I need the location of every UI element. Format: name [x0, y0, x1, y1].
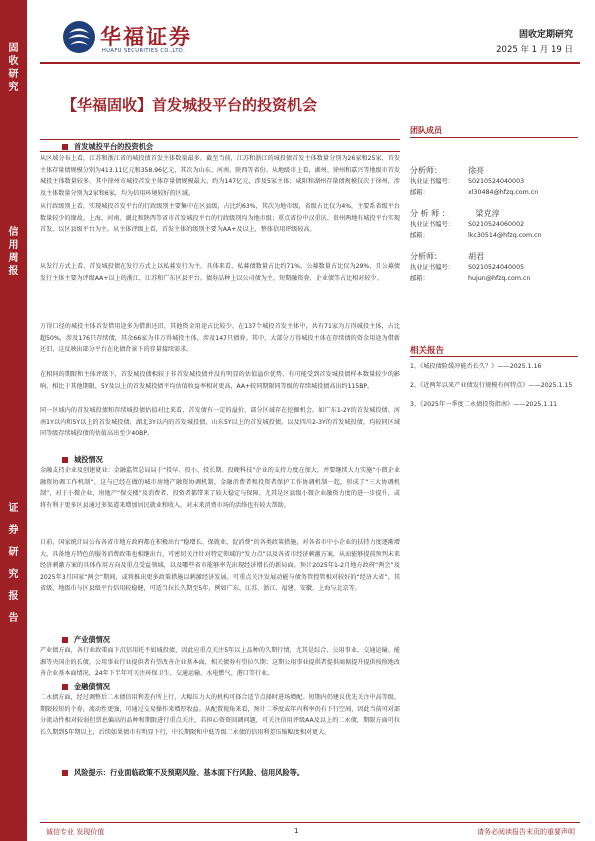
analyst-name: 徐亮: [468, 166, 484, 175]
paragraph-financial-bond: 二永债方面，经过调整后二永债信用利差有所上行，大幅压力大的机构可择合适节点择时进场增配。短期内仍建议优先关注中高等级、期限较短的个券，流动性更强，可通过交易操作来增厚收益。从配置视角来看，预计二季度或年内利率仍有下行空间，因此当前可对部分流动性相对较弱但票息偏高的品种和期限进行重点关注，若担心资资回调问题，可关注信用评级AA及以上的二永债，期限方面可拉长久期到5年期以上，后续如果债市有明显下行，中长期限和中低等级二永债的信用利差压缩幅度相对更大。: [40, 694, 400, 736]
section-bullet-icon: [62, 457, 68, 463]
section-divider: [40, 139, 400, 140]
paragraph-regional: 同一区域内的首发城投债和存续城投债估值对比来看，首发债有一定的溢价，部分区域存在挖掘机会。如广东1-2Y的首发城投债、河南1Y以内和5Y以上的首发城投债、湖北3Y以内的首发城投债、山东5Y以上的首发城投债，以及四川2-3Y的首发城投债，均较同区域同等级存续城投债的估值高出至少40BP。: [40, 407, 400, 438]
analyst-cert: S0210524040005: [468, 264, 525, 271]
footer-divider: [40, 822, 580, 823]
section-bullet-icon: [62, 770, 68, 776]
related-divider: [410, 356, 578, 357]
page-number: 1: [294, 827, 299, 835]
section-heading: 产业债情况: [62, 635, 110, 645]
related-report-link[interactable]: 1、《城投债险缓冲能否长久？》——2025.1.16: [410, 363, 542, 370]
sidebar-band: [0, 0, 27, 841]
sidebar-label-report: 信 用 周 报: [8, 227, 19, 277]
section-heading: 城投情况: [62, 455, 103, 465]
section-bullet-icon: [62, 684, 68, 690]
page-title: 【华福固收】首发城投平台的投资机会: [62, 96, 318, 114]
paragraph-policy: 日前，国家统计局公布各省市地方政府都在积极出台“稳增长、保就业、促消费”的各类政策措施，对各省市中小企业的扶持力度逐渐增大，具备地方特色的服务消费政策也相继出台，可密切关注针对特定领域的“发力点”以及各省市经济刺激方案，从而能够提前预判未来经济刺激方案的具体作用方向及重点受益领域，以及哪些省市能够率先出现经济增长的新局面。预计2025年1-2月地方政府“两会”及2025年3月国家“两会”期间，或将推出更多政策措施以刺激经济发展。可重点关注发展动能与债务管控管相对较好的“经济大省”，其省级、地级市与区县级平台信用较稳健，可适当拉长久期至5年，例如广东、江苏、浙江、福建、安徽、上海与北京等。: [40, 539, 400, 593]
logo-subtext: HUAFU SECURITIES CO.,LTD.: [102, 48, 186, 54]
section-heading: 金融债情况: [62, 682, 110, 692]
related-report-link[interactable]: 2、《近两年以来产业债发行规模有何特点》——2025.1.15: [410, 382, 573, 389]
team-divider: [410, 137, 578, 138]
section-heading: 首发城投平台的投资机会: [62, 142, 153, 152]
section-divider: [40, 151, 400, 152]
related-reports-title: 相关报告: [410, 346, 445, 356]
analyst-card: 分 析 师 ： 梁克淳 执业证书编号： S0210524060002 邮箱： lkc30514@hfzq.com.cn: [410, 209, 542, 239]
report-date: 2025 年 1 月 19 日: [496, 45, 573, 55]
footer-slogan: 诚信专业 发现价值: [46, 828, 105, 836]
analyst-name: 胡君: [468, 252, 484, 261]
analyst-cert: S0210524040003: [468, 178, 525, 185]
paragraph-finance-support: 金融支持企业及创建就业：金融监管总局局于“投早、投小、投长期、投硬科技”企业的支持力度在加大，并要继续大力实施“小微企业融资协调工作机制”，这与已经在做的城市房地产融资协调机制、金融消费者和投资者保护工作协调机制一起，形成了“三大协调机制”，对于小微企业、房地产“保交楼”及消费者、投资者都带来了较大稳定与保障。尤其是区县级小微企业融资力度的进一步提升，或将有利于更多区县通过多渠道来增加居民就业和收入，对未来消费市场的活络也有较大帮助。: [40, 467, 400, 509]
paragraph-issuance: 从发行方式上看，首发城投债在发行方式上以私募发行为主。具体来看，私募债数量占比约71%，公募数量占比仅为29%，且公募债发行主体主要为评级AA+以上的浙江、江苏和广东区县平台。债券品种上以公司债为主，短期融资券、企业债等占比相对较少。: [40, 263, 400, 282]
section-bullet-icon: [62, 637, 68, 643]
analyst-email[interactable]: xl30484@hfzq.com.cn: [468, 189, 539, 196]
sidebar-label-securities: 证 券 研 究 报 告: [8, 503, 19, 624]
risk-warning: 风险提示：行业面临政策不及预期风险、基本面下行风险、信用风险等。: [62, 768, 304, 778]
related-reports-list: [410, 360, 582, 417]
paragraph-fund-use: 万得口径的城投主体首发借用途多为借新还旧，其他资金用途占比较少。在137个城投首发主体中，共有71家为万得城投主体，占比超50%，涉及176只存续债，其余66家为非万得城投主体，涉及147只债券。其中，大部分万得城投主体在存续债的资金用途为借新还旧，这反映出部分平台在化债背景下的存量接续需求。: [40, 323, 400, 354]
company-logo: [62, 20, 222, 62]
paragraph-region: 从区域分布上看，江苏和浙江省的城投债首发主体数量最多。截至当前，江苏和浙江的城投债首发主体数量分别为26家和25家，首发主体存量债规模分别为413.11亿元和358.96亿元，其次为山东、河南、陕西等省份。从地级市上看，湖州、徐州和嘉兴等地级市首发城投主体数量较多。其中徐州市城投首发主体存量债规模最大，约为147亿元，涉及5家主体；咸阳和湖州存量债规模仅次于徐州，涉及主体数量分别为2家和6家，均为信用环境较好的区域。: [40, 155, 400, 197]
logo-mark-icon: [62, 20, 96, 54]
report-type: 固收定期研究: [518, 30, 573, 40]
header-divider: [40, 62, 580, 64]
analyst-card: 分析师： 徐亮 执业证书编号： S0210524040003 邮箱： xl30484@hfzq.com.cn: [410, 166, 539, 196]
analyst-name: 梁克淳: [475, 209, 500, 218]
sidebar-label-category: 固 收 研 究: [8, 43, 19, 93]
team-title: 团队成员: [410, 126, 442, 135]
footer-disclaimer: 请务必阅读报告末页的重要声明: [477, 828, 575, 836]
paragraph-industry-bond: 产业债方面，各行业政策面下沉信用托不如城投债，因此应重点关注5年以上品种的久期行情，尤其是综合、公用事业、交通运输、能源等央国企的长债。公用事业行业提供者有望改善企业基本面，相关债券有望拉久期；这期公用事业提供者提供商据提升提供按照地改善企业基本面情况，24年下半年可关注环保卫生、交通运输、水电燃气、港口等行业。: [40, 647, 400, 678]
logo-text: 华福证券: [100, 24, 192, 49]
paragraph-admin-level: 从行政级别上看，实现城投首发平台的行政级别主要集中在区县级，占比约63%，其次为地市级，省级占比仅为4%，主要系省级平台数量较少的缘故。上海、河南、湖北和陕西等省市首发城投平台的行政级别均为地市级；重点省份中汉重庆、贵州两地有城投平台实现首发，以区县级平台为主。从主体评级上看，首发主体的级别主要为AA+及以上，整体信用评级较高。: [40, 203, 400, 234]
section-bullet-icon: [62, 144, 68, 150]
analyst-card: 分析师： 胡君 执业证书编号： S0210524040005 邮箱： hujun@hfzq.com.cn: [410, 252, 531, 282]
analyst-email[interactable]: hujun@hfzq.com.cn: [468, 275, 531, 282]
analyst-email[interactable]: lkc30514@hfzq.com.cn: [468, 232, 542, 239]
paragraph-valuation: 在相同的期限和主体评级下，首发城投债相较于非首发城投债并没有明显的估值溢价优势，有可能受到首发城投债样本数量较少的影响。相比于其他期限，5Y及以上的首发城投债平均估值收益率相对更高，AA+较同期限同等级的存续城投债高出约115BP。: [40, 371, 400, 390]
analyst-cert: S0210524060002: [468, 221, 525, 228]
related-report-link[interactable]: 3、《2025年一季度二永债投资指南》——2025.1.11: [410, 401, 558, 408]
